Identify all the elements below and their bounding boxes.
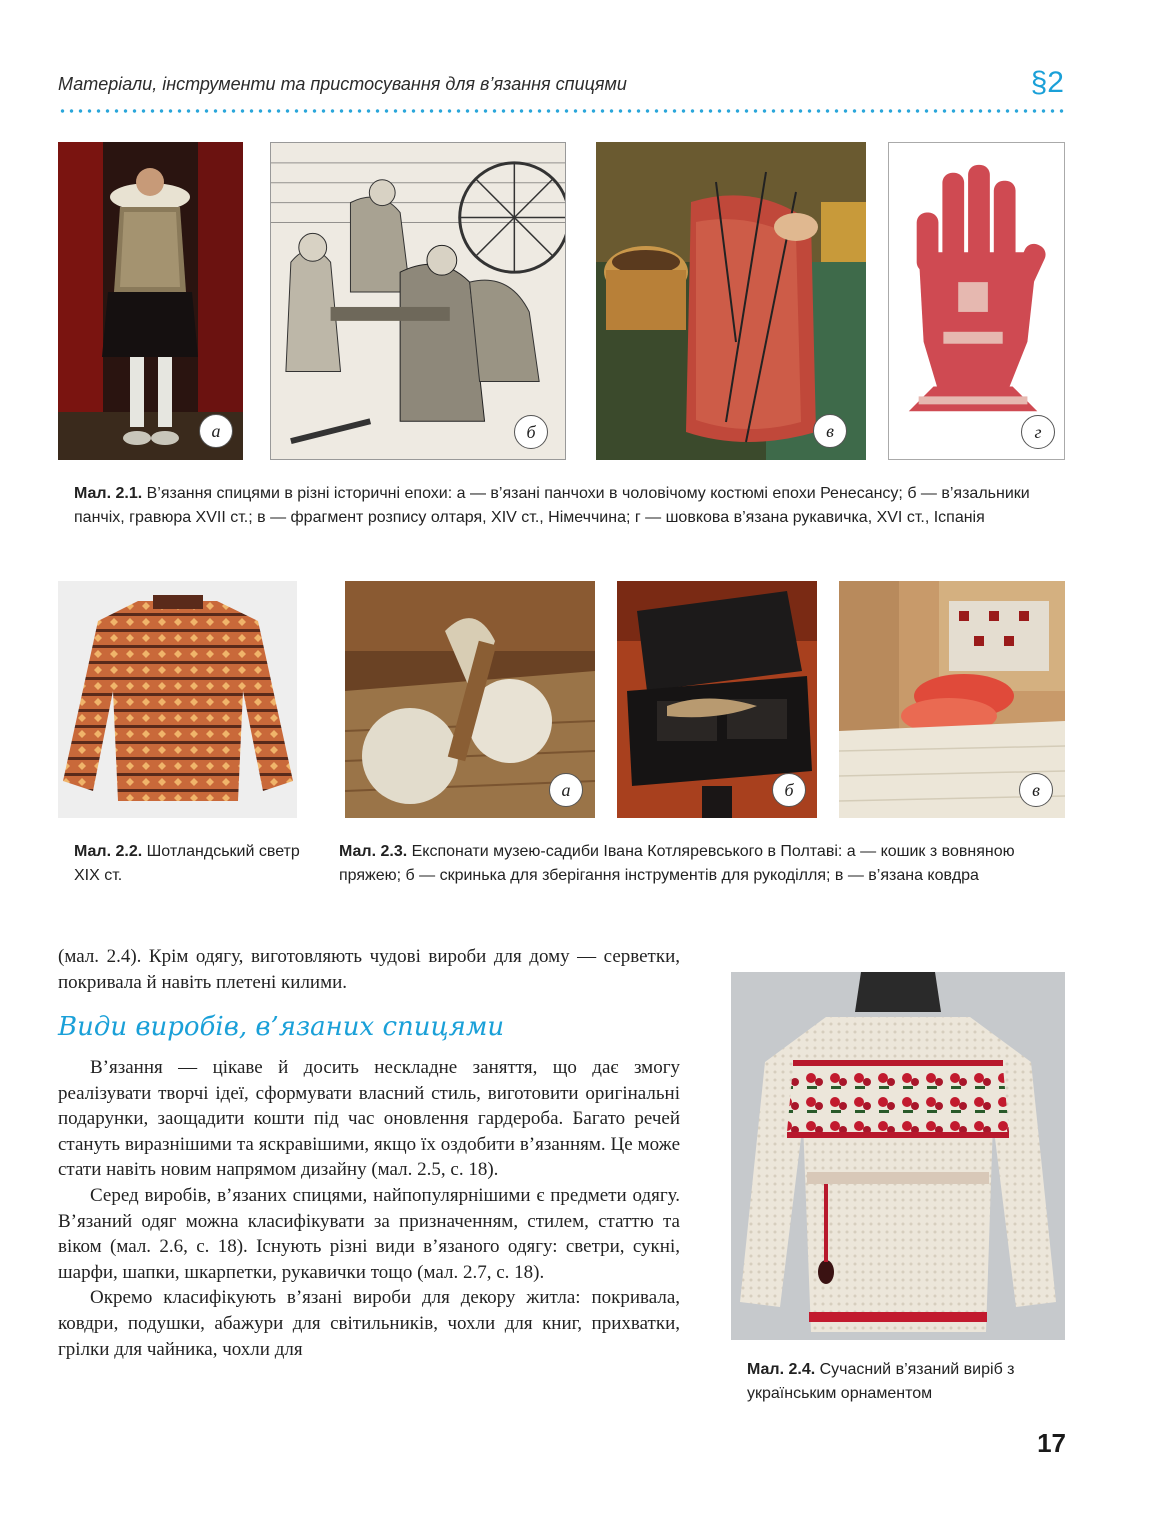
figure-2-4-caption — [747, 1358, 1067, 1406]
figure-2-3-a-image — [345, 581, 595, 818]
running-header-title: Матеріали, інструменти та пристосування для в’язання спицями — [58, 74, 627, 94]
figure-2-4-image — [731, 972, 1065, 1340]
figure-2-1-caption-label: Мал. 2.1. — [74, 485, 143, 502]
section-subheading: Види виробів, в’язаних спицями — [58, 1012, 505, 1042]
body-main-text — [58, 1055, 680, 1362]
figure-2-2-caption-text: Шотландський светр XIX ст. — [74, 843, 300, 884]
paragraph-2: Серед виробів, в’язаних спицями, найпопулярнішими є предмети одягу. В’язаний одяг можна класифікувати за призначенням, стилем, статтю та віком (мал. 2.6, с. 18). Існують різні види в’язаного одягу: светри, сукні, шарфи, шапки, шкарпетки, рукавички тощо (мал. 2.7, с. 18). — [58, 1184, 680, 1283]
figure-2-1-b-image — [270, 142, 566, 460]
figure-2-2-caption-label: Мал. 2.2. — [74, 843, 143, 860]
body-intro — [58, 944, 680, 995]
page-number: 17 — [1037, 1428, 1066, 1458]
figure-2-3-caption — [339, 840, 1065, 888]
figure-2-3-caption-label: Мал. 2.3. — [339, 843, 408, 860]
figure-2-3-caption-text: Експонати музею-садиби Івана Котляревського в Полтаві: а — кошик з вовняною пряжею; б — скринька для зберігання інструментів для рукоділля; в — в’язана ковдра — [339, 843, 1015, 884]
figure-2-2-image — [58, 581, 297, 818]
section-number: §2 — [1030, 66, 1064, 99]
paragraph-1: В’язання — цікаве й досить нескладне заняття, що дає змогу реалізувати творчі ідеї, сформувати власний стиль, виготовити оригінальні подарунки, заощадити кошти під час оновлення гардероба. Багато речей стануть виразнішими та яскравішими, якщо їх оздобити в’язанням. Це може стати навіть новим напрямом дизайну (мал. 2.5, с. 18). — [58, 1057, 680, 1181]
figure-2-4-caption-text: Сучасний в’язаний виріб з українським орнаментом — [747, 1361, 1015, 1402]
figure-2-2-caption — [74, 840, 314, 888]
figure-2-3-v-image — [839, 581, 1065, 818]
figure-2-3-a-badge: а — [549, 773, 583, 807]
dotted-divider — [58, 108, 1066, 114]
figure-2-1-b-badge: б — [514, 415, 548, 449]
figure-2-3-b-badge: б — [772, 773, 806, 807]
figure-2-1-caption-text: В’язання спицями в різні історичні епохи: а — в’язані панчохи в чоловічому костюмі епохи Ренесансу; б — в’язальники панчіх, гравюра XVII ст.; в — фрагмент розпису олтаря, XIV ст., Німеччина; г — шовкова в’язана рукавичка, XVI ст., Іспанія — [74, 485, 1030, 526]
figure-2-1-v-image — [596, 142, 866, 460]
figure-2-1-a-image — [58, 142, 243, 460]
figure-2-1-g-badge: г — [1021, 415, 1055, 449]
figure-2-1-a-badge: а — [199, 414, 233, 448]
figure-2-1-g-image — [888, 142, 1065, 460]
figure-2-1-v-badge: в — [813, 414, 847, 448]
figure-2-4-caption-label: Мал. 2.4. — [747, 1361, 816, 1378]
figure-2-1-caption — [74, 482, 1066, 530]
paragraph-3: Окремо класифікують в’язані вироби для декору житла: покривала, ковдри, подушки, абажури для світильників, чохли для книг, прихватки, грілки для чайника, чохли для — [58, 1287, 680, 1360]
figure-2-3-v-badge: в — [1019, 773, 1053, 807]
figure-2-3-b-image — [617, 581, 817, 818]
intro-paragraph: (мал. 2.4). Крім одягу, виготовляють чудові вироби для дому — серветки, покривала й навіть плетені килими. — [58, 946, 680, 993]
